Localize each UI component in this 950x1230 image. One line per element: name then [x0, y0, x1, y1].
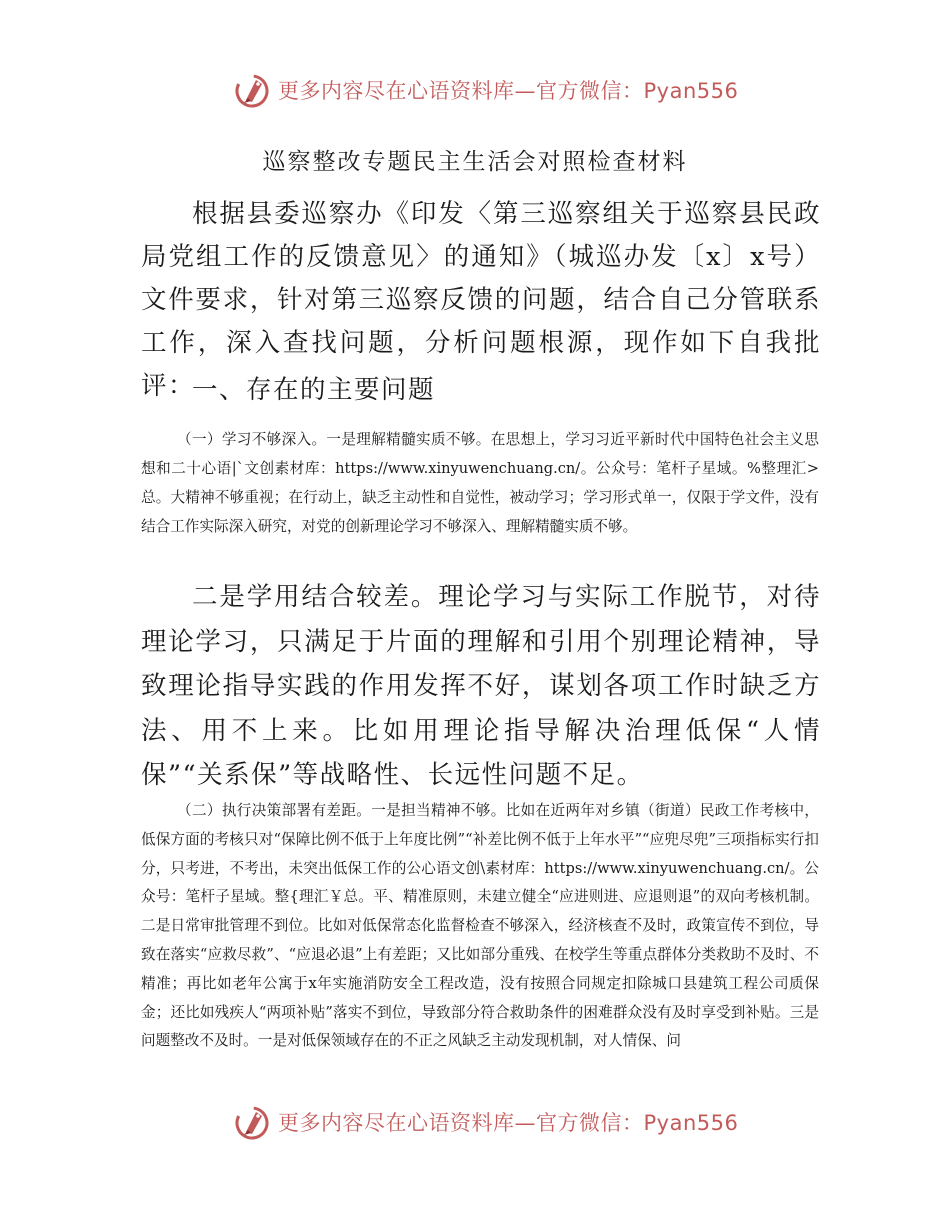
banner-text: 更多内容尽在心语资料库—官方微信：Pyan556	[278, 1111, 739, 1135]
banner-text: 更多内容尽在心语资料库—官方微信：Pyan556	[278, 79, 739, 103]
page-title: 巡察整改专题民主生活会对照检查材料	[262, 149, 688, 175]
body-paragraph: （一）学习不够深入。一是理解精髓实质不够。在思想上，学习习近平新时代中国特色社会主义思想和二十心语|`文创素材库：https://www.xinyuwenchuang.cn/。公众号：笔杆子星域。%整理汇>总。大精神不够重视；在行动上，缺乏主动性和自觉性，被动学习；学习形式单一，仅限于学文件，没有结合工作实际深入研究，对党的创新理论学习不够深入、理解精髓实质不够。	[141, 431, 819, 535]
pen-nib-circle-logo-icon	[232, 1102, 272, 1142]
footer-banner	[232, 1100, 752, 1144]
pen-nib-circle-logo-icon	[232, 70, 272, 110]
intro-paragraph: 根据县委巡察办《印发〈第三巡察组关于巡察县民政局党组工作的反馈意见〉的通知》（城巡办发〔x〕x号）文件要求，针对第三巡察反馈的问题，结合自己分管联系工作，深入查找问题，分析问题根源，现作如下自我批评：	[141, 199, 821, 401]
section-heading: 一、存在的主要问题	[192, 375, 436, 405]
header-banner	[232, 68, 752, 112]
body-paragraph: （二）执行决策部署有差距。一是担当精神不够。比如在近两年对乡镇（街道）民政工作考核中，低保方面的考核只对“保障比例不低于上年度比例”“补差比例不低于上年水平”“应兜尽兜”三项指标实行扣分，只考进，不考出，未突出低保工作的公心语文创\素材库：https://www.xinyuwenchuang.cn/。公众号：笔杆子星域。整{理汇￥总。平、精准原则，未建立健全“应进则进、应退则退”的双向考核机制。二是日常审批管理不到位。比如对低保常态化监督检查不够深入，经济核查不及时，政策宣传不到位，导致在落实“应救尽救”、“应退必退”上有差距；又比如部分重残、在校学生等重点群体分类救助不及时、不精准；再比如老年公寓于x年实施消防安全工程改造，没有按照合同规定扣除城口县建筑工程公司质保金；还比如残疾人“两项补贴”落实不到位，导致部分符合救助条件的困难群众没有及时享受到补贴。三是问题整改不及时。一是对低保领域存在的不正之风缺乏主动发现机制，对人情保、问	[141, 802, 819, 1050]
body-paragraph-large: 二是学用结合较差。理论学习与实际工作脱节，对待理论学习，只满足于片面的理解和引用个别理论精神，导致理论指导实践的作用发挥不好，谋划各项工作时缺乏方法、用不上来。比如用理论指导解决治理低保“人情保”“关系保”等战略性、长远性问题不足。	[141, 582, 821, 790]
